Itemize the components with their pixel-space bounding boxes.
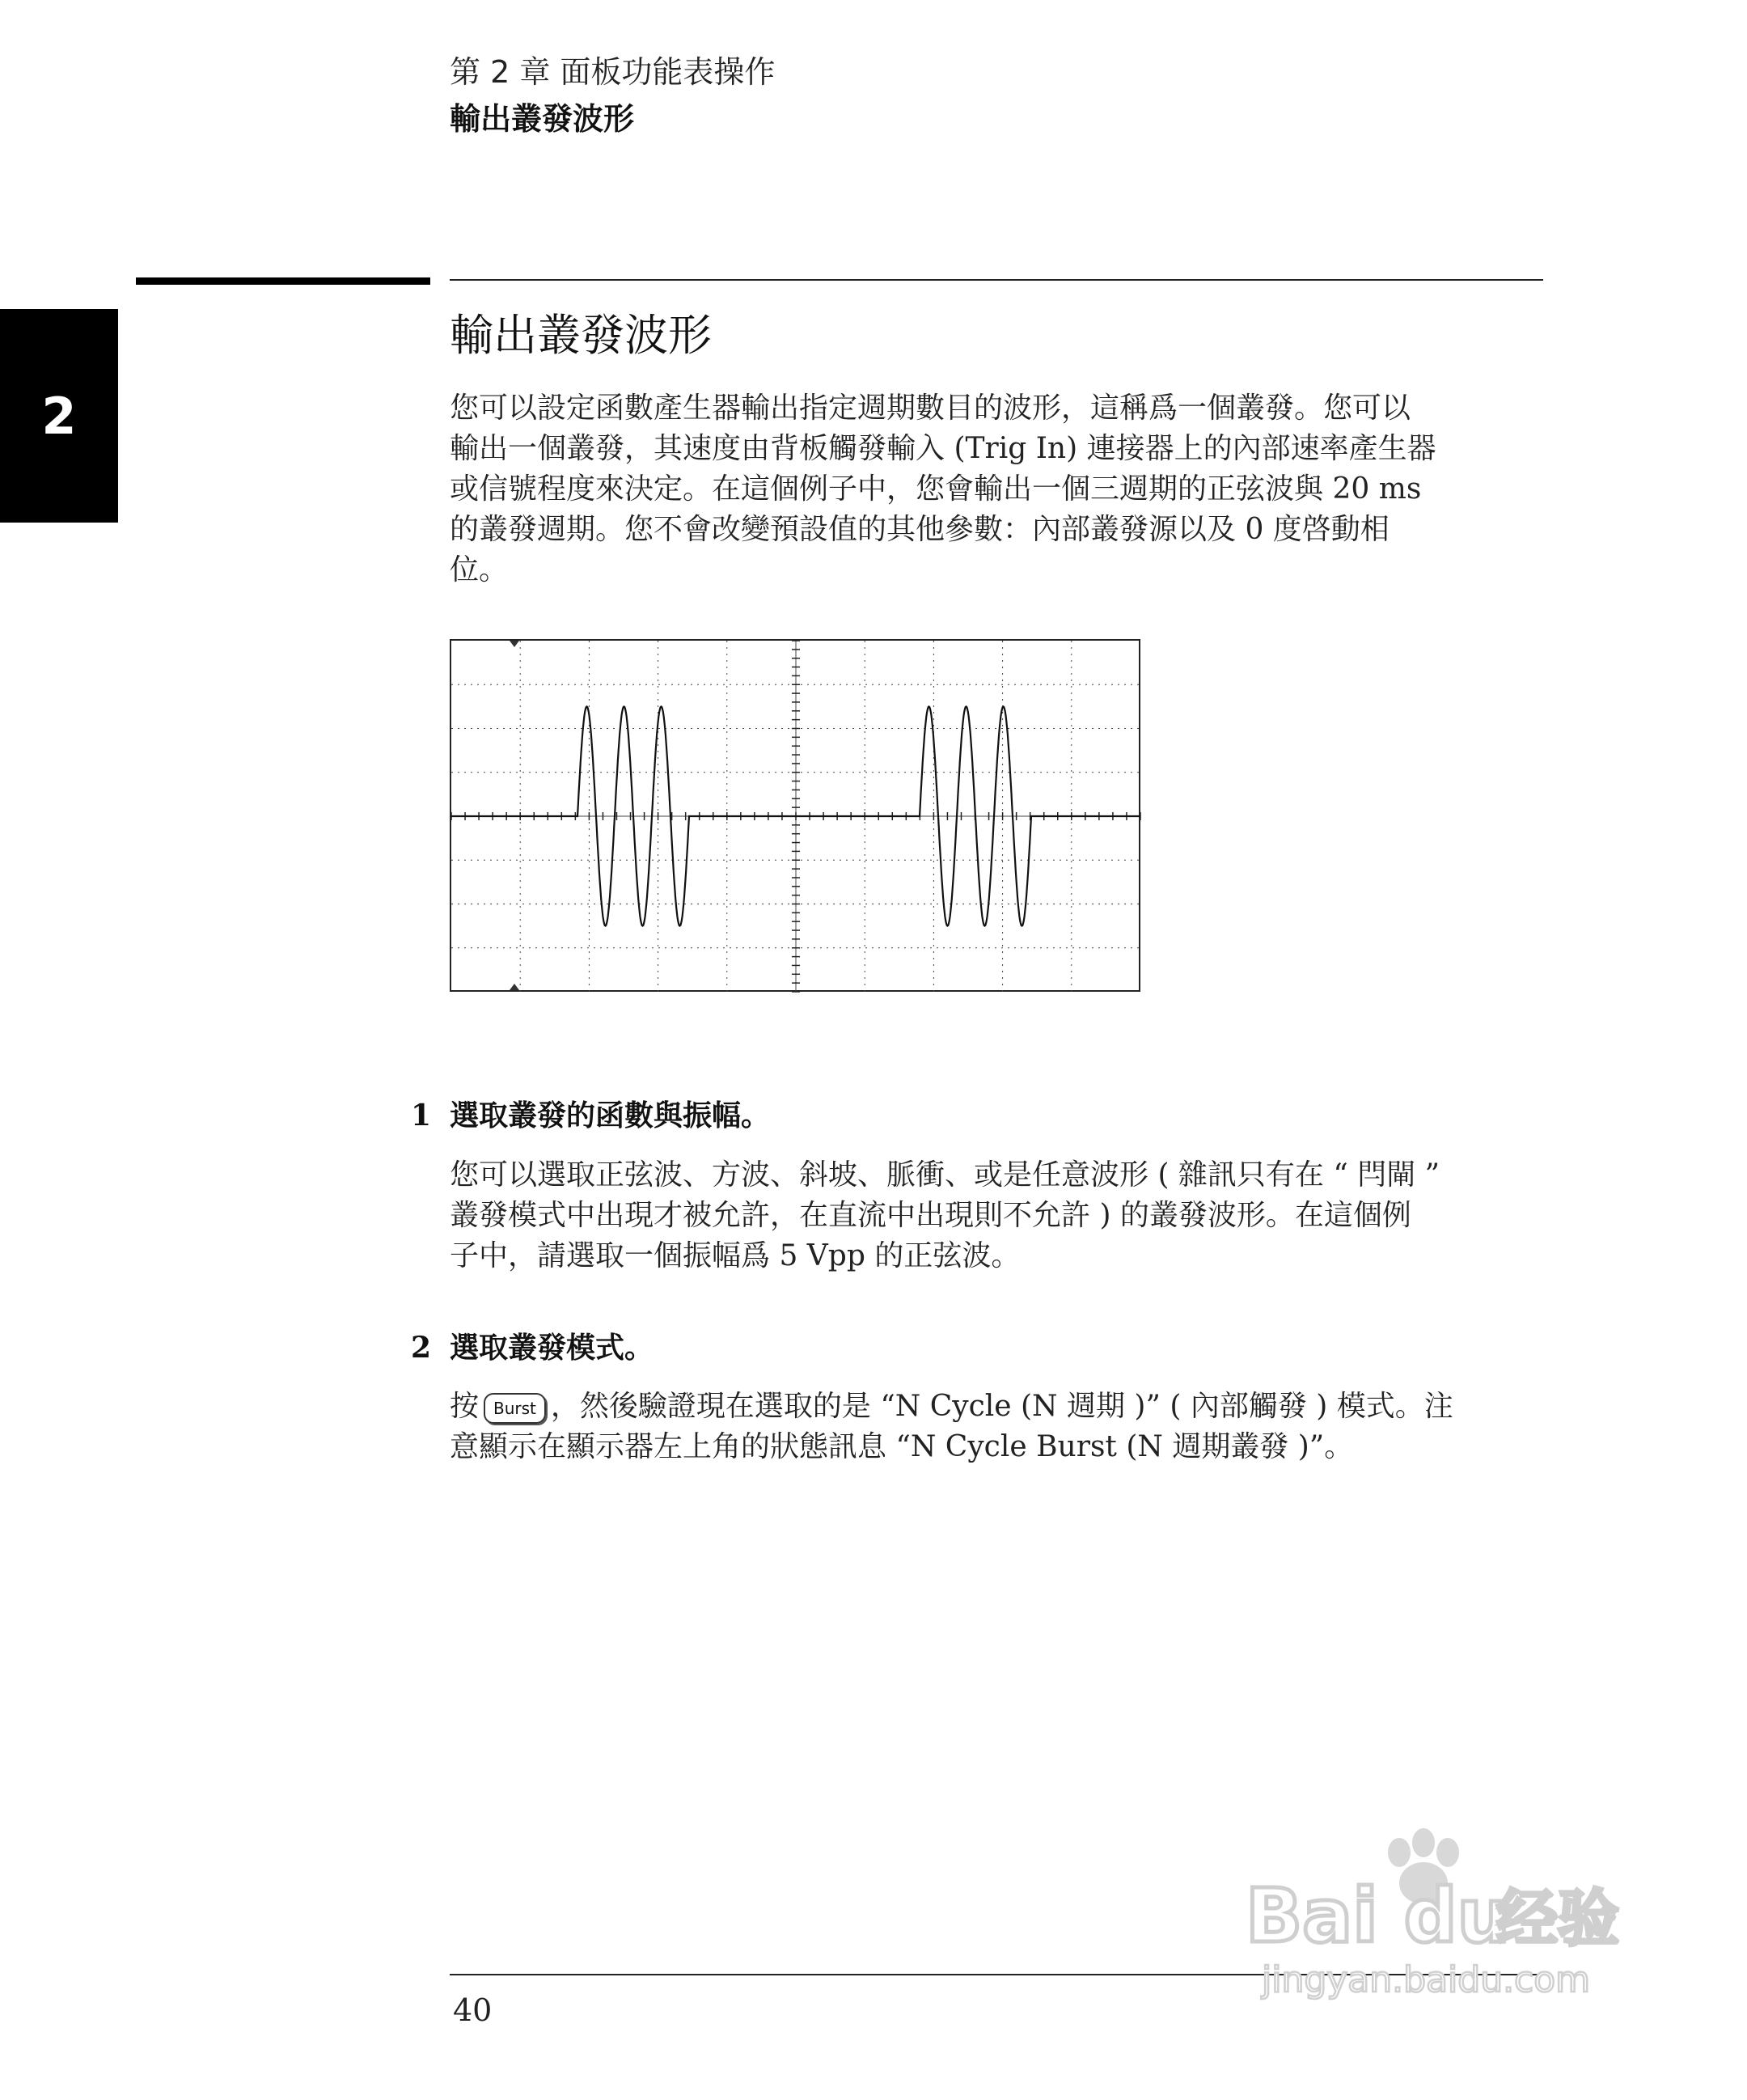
step-body-line: 子中，請選取一個振幅爲 5 Vpp 的正弦波。 (450, 1239, 1021, 1272)
chapter-tab-number: 2 (41, 386, 77, 446)
step-body-line: 您可以選取正弦波、方波、斜坡、脈衝、或是任意波形 ( 雜訊只有在 “ 閂閘 ” (450, 1158, 1440, 1192)
watermark-brand-cn: 经验 (1496, 1882, 1619, 1954)
running-header-chapter: 第 2 章 面板功能表操作 (450, 54, 776, 90)
step-title: 選取叢發的函數與振幅。 (450, 1099, 771, 1133)
step-2-body (450, 1387, 1533, 1467)
step-body-line (450, 1387, 1533, 1427)
section-title: 輸出叢發波形 (450, 310, 712, 361)
intro-line: 或信號程度來決定。在這個例子中，您會輸出一個三週期的正弦波與 20 ms (450, 472, 1422, 506)
chapter-tab (0, 309, 118, 523)
step-body-prefix: 按 (450, 1390, 480, 1423)
step-body-line: 意顯示在顯示器左上角的狀態訊息 “N Cycle Burst (N 週期叢發 )”。 (450, 1430, 1354, 1463)
page-number: 40 (453, 1992, 493, 2028)
step-body-line: 叢發模式中出現才被允許，在直流中出現則不允許 ) 的叢發波形。在這個例 (450, 1199, 1411, 1232)
intro-line: 輸出一個叢發，其速度由背板觸發輸入 (Trig In) 連接器上的內部速率產生器 (450, 432, 1436, 465)
watermark-brand: Bai du (1246, 1873, 1511, 1959)
step-2-heading (411, 1328, 654, 1368)
running-header-section: 輸出叢發波形 (450, 101, 635, 137)
intro-line: 的叢發週期。您不會改變預設值的其他參數：內部叢發源以及 0 度啓動相 (450, 513, 1390, 546)
section-rule-thin (450, 279, 1543, 281)
step-1-heading (411, 1096, 770, 1136)
section-rule-thick (136, 277, 430, 285)
intro-paragraph (450, 388, 1525, 591)
intro-line: 位。 (450, 553, 509, 586)
intro-line: 您可以設定函數產生器輸出指定週期數目的波形，這稱爲一個叢發。您可以 (450, 392, 1411, 425)
step-body-text: ，然後驗證現在選取的是 “N Cycle (N 週期 )” ( 內部觸發 ) 模式。注 (550, 1390, 1453, 1423)
baidu-jingyan-watermark-logo (1229, 1820, 1650, 2006)
step-title: 選取叢發模式。 (450, 1332, 654, 1365)
burst-key-button[interactable]: Burst (484, 1393, 546, 1424)
oscilloscope-figure (450, 639, 1142, 995)
step-1-body (450, 1155, 1533, 1277)
step-number: 2 (411, 1331, 432, 1365)
step-number: 1 (411, 1099, 432, 1133)
watermark-url: jingyan.baidu.com (1262, 1959, 1591, 2001)
